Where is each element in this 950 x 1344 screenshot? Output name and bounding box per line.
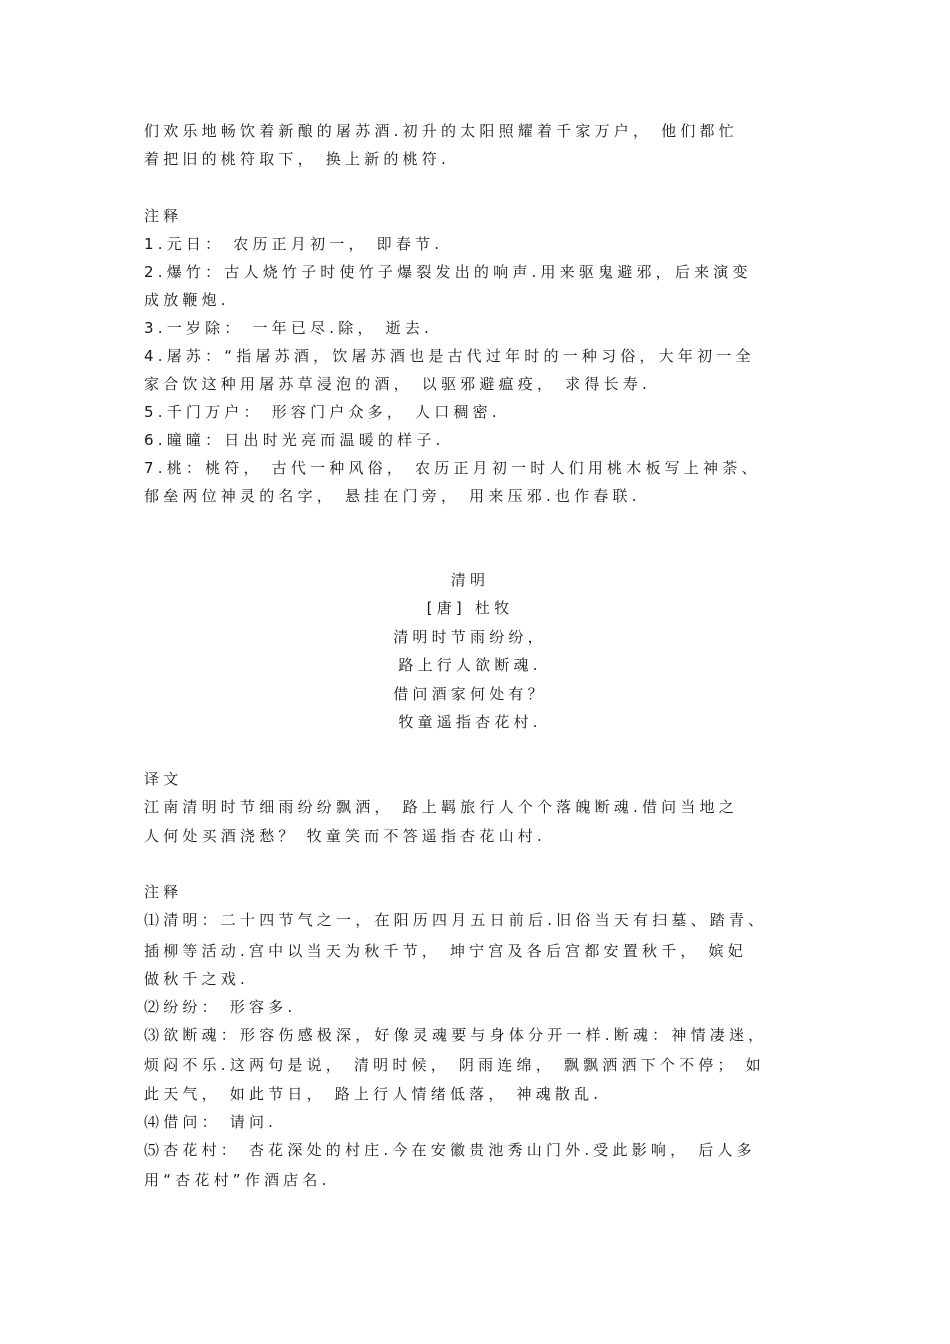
note-line: ⑴清明：二十四节气之一，在阳历四月五日前后.旧俗当天有扫墓、踏青、 bbox=[144, 911, 768, 929]
note-line: 7.桃：桃符， 古代一种风俗， 农历正月初一时人们用桃木板写上神荼、 bbox=[144, 459, 761, 477]
note-line: ⑷借问： 请问. bbox=[144, 1113, 278, 1131]
note-line: 烦闷不乐.这两句是说， 清明时候， 阴雨连绵， 飘飘洒洒下个不停； 如 bbox=[144, 1056, 765, 1074]
translation-line: 着把旧的桃符取下， 换上新的桃符. bbox=[144, 150, 450, 168]
poem-line: 牧童遥指杏花村. bbox=[398, 713, 542, 731]
note-line: 3.一岁除： 一年已尽.除， 逝去. bbox=[144, 319, 433, 337]
poem-line: 借问酒家何处有？ bbox=[393, 685, 547, 703]
poem-line: 清明时节雨纷纷， bbox=[393, 628, 547, 646]
note-line: ⑸杏花村： 杏花深处的村庄.今在安徽贵池秀山门外.受此影响， 后人多 bbox=[144, 1141, 756, 1159]
notes-heading: 注释 bbox=[144, 883, 183, 901]
note-line: 插柳等活动.宫中以当天为秋千节， 坤宁宫及各后宫都安置秋千， 嫔妃 bbox=[144, 942, 747, 960]
note-line: 5.千门万户： 形容门户众多， 人口稠密. bbox=[144, 403, 501, 421]
note-line: ⑵纷纷： 形容多. bbox=[144, 998, 297, 1016]
note-line: 家合饮这种用屠苏草浸泡的酒， 以驱邪避瘟疫， 求得长寿. bbox=[144, 375, 651, 393]
note-line: 成放鞭炮. bbox=[144, 291, 230, 309]
note-line: ⑶欲断魂：形容伤感极深，好像灵魂要与身体分开一样.断魂：神情凄迷， bbox=[144, 1026, 768, 1044]
note-line: 2.爆竹：古人烧竹子时使竹子爆裂发出的响声.用来驱鬼避邪，后来演变 bbox=[144, 263, 752, 281]
note-line: 6.曈曈：日出时光亮而温暖的样子. bbox=[144, 431, 445, 449]
note-line: 用“杏花村”作酒店名. bbox=[144, 1171, 331, 1189]
poem-line: 路上行人欲断魂. bbox=[398, 656, 542, 674]
note-line: 1.元日： 农历正月初一， 即春节. bbox=[144, 235, 444, 253]
translation-line: 们欢乐地畅饮着新酿的屠苏酒.初升的太阳照耀着千家万户， 他们都忙 bbox=[144, 122, 738, 140]
poem-author: [唐] 杜牧 bbox=[426, 599, 514, 617]
translation-line: 人何处买酒浇愁？ 牧童笑而不答遥指杏花山村. bbox=[144, 827, 546, 845]
note-line: 做秋千之戏. bbox=[144, 970, 249, 988]
notes-heading: 注释 bbox=[144, 207, 183, 225]
translation-line: 江南清明时节细雨纷纷飘洒， 路上羁旅行人个个落魄断魂.借问当地之 bbox=[144, 798, 738, 816]
note-line: 4.屠苏：“指屠苏酒，饮屠苏酒也是古代过年时的一种习俗，大年初一全 bbox=[144, 347, 755, 365]
translation-heading: 译文 bbox=[144, 770, 183, 788]
note-line: 此天气， 如此节日， 路上行人情绪低落， 神魂散乱. bbox=[144, 1085, 603, 1103]
note-line: 郁垒两位神灵的名字， 悬挂在门旁， 用来压邪.也作春联. bbox=[144, 487, 641, 505]
poem-title: 清明 bbox=[450, 571, 490, 589]
